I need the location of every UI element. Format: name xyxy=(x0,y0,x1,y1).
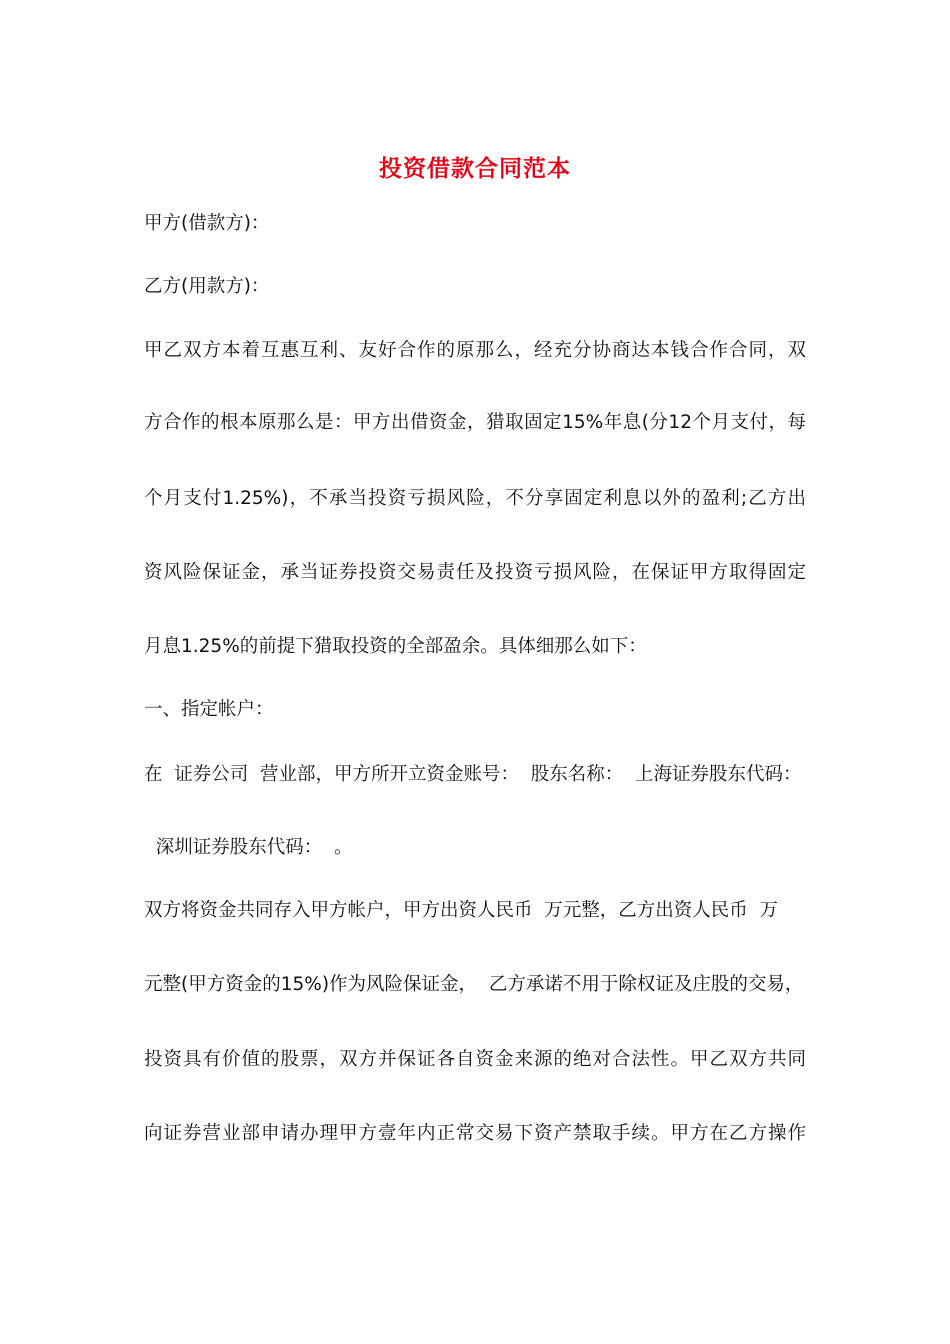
paragraph-line: 向证券营业部申请办理甲方壹年内正常交易下资产禁取手续。甲方在乙方操作 xyxy=(144,1123,806,1144)
paragraph-line: 个月支付1.25%)，不承当投资亏损风险，不分享固定利息以外的盈利;乙方出 xyxy=(144,488,806,509)
party-a-line: 甲方(借款方)： xyxy=(144,213,270,234)
paragraph-line: 双方将资金共同存入甲方帐户，甲方出资人民币 万元整，乙方出资人民币 万 xyxy=(144,900,779,921)
paragraph-line: 甲乙双方本着互惠互利、友好合作的原那么，经充分协商达本钱合作合同，双 xyxy=(144,340,806,361)
document-title: 投资借款合同范本 xyxy=(379,155,571,182)
paragraph-line: 月息1.25%的前提下猎取投资的全部盈余。具体细那么如下： xyxy=(144,636,647,657)
paragraph-line: 资风险保证金，承当证券投资交易责任及投资亏损风险，在保证甲方取得固定 xyxy=(144,562,806,583)
paragraph-line: 方合作的根本原那么是：甲方出借资金，猎取固定15%年息(分12个月支付，每 xyxy=(144,412,806,433)
section-heading: 一、指定帐户： xyxy=(144,699,274,720)
account-line: 深圳证券股东代码： 。 xyxy=(144,837,353,858)
paragraph-line: 投资具有价值的股票，双方并保证各自资金来源的绝对合法性。甲乙双方共同 xyxy=(144,1049,806,1070)
account-line: 在 证券公司 营业部，甲方所开立资金账号： 股东名称： 上海证券股东代码： xyxy=(144,764,802,785)
party-b-line: 乙方(用款方)： xyxy=(144,276,270,297)
paragraph-line: 元整(甲方资金的15%)作为风险保证金， 乙方承诺不用于除权证及庄股的交易， xyxy=(144,974,804,995)
